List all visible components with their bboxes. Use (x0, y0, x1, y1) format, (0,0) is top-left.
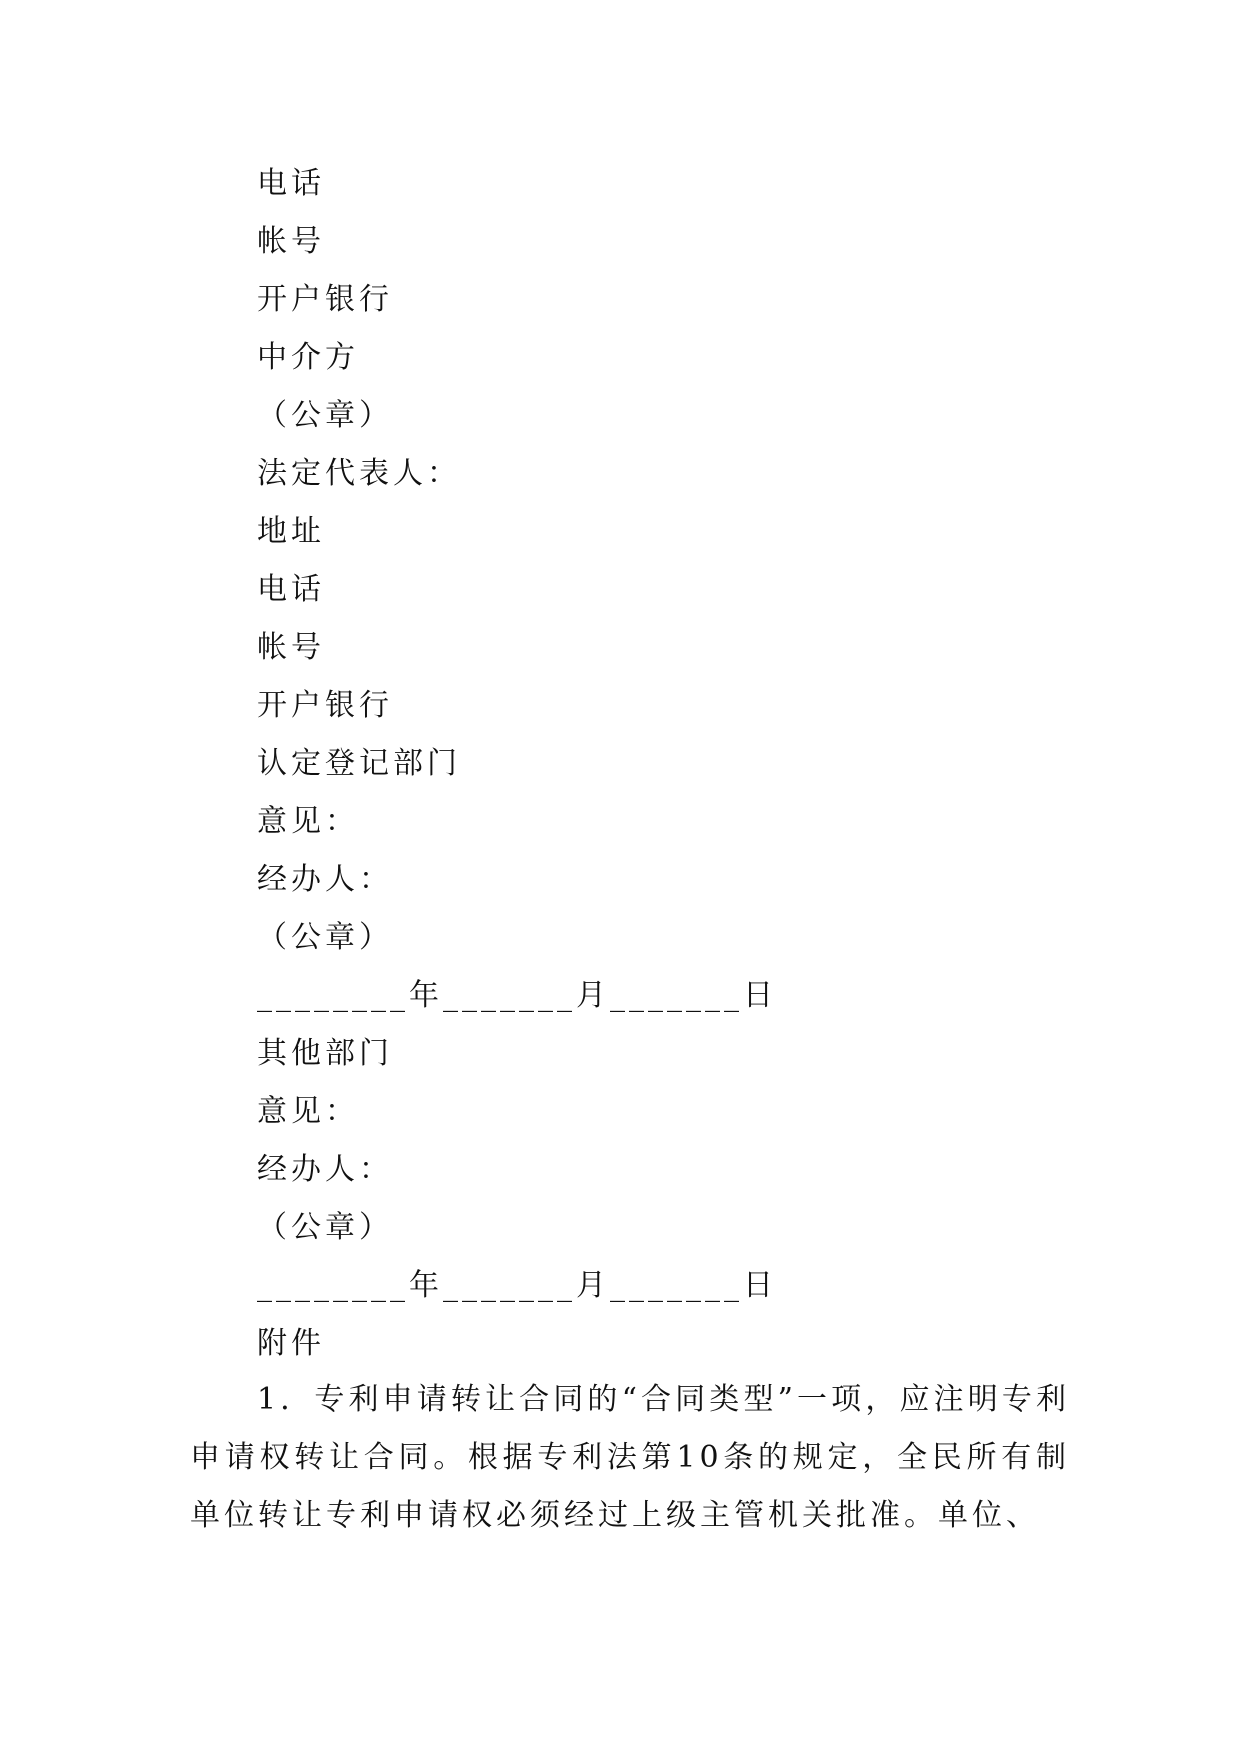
handler-label: 经办人： (257, 1152, 393, 1187)
attachment-paragraph: 1．专利申请转让合同的“合同类型”一项，应注明专利申请权转让合同。根据专利法第10条的规定，全民所有制单位转让专利申请权必须经过上级主管机关批准。单位、 (190, 1382, 1070, 1533)
date-line: ________年_______月_______日 (257, 1268, 777, 1303)
seal-label: （公章） (257, 398, 393, 433)
bank-label: 开户银行 (257, 688, 393, 723)
seal-label: （公章） (257, 1210, 393, 1245)
phone-label: 电话 (257, 572, 325, 607)
seal-label: （公章） (257, 920, 393, 955)
other-department-label: 其他部门 (257, 1036, 393, 1071)
address-label: 地址 (257, 514, 325, 549)
handler-label: 经办人： (257, 862, 393, 897)
legal-representative-label: 法定代表人： (257, 456, 461, 491)
attachment-heading: 附件 (257, 1326, 325, 1361)
opinion-label: 意见： (257, 804, 359, 839)
opinion-label: 意见： (257, 1094, 359, 1129)
bank-label: 开户银行 (257, 282, 393, 317)
intermediary-label: 中介方 (257, 340, 359, 375)
account-label: 帐号 (257, 224, 325, 259)
registration-department-label: 认定登记部门 (257, 746, 461, 781)
account-label: 帐号 (257, 630, 325, 665)
date-line: ________年_______月_______日 (257, 978, 777, 1013)
phone-label: 电话 (257, 166, 325, 201)
